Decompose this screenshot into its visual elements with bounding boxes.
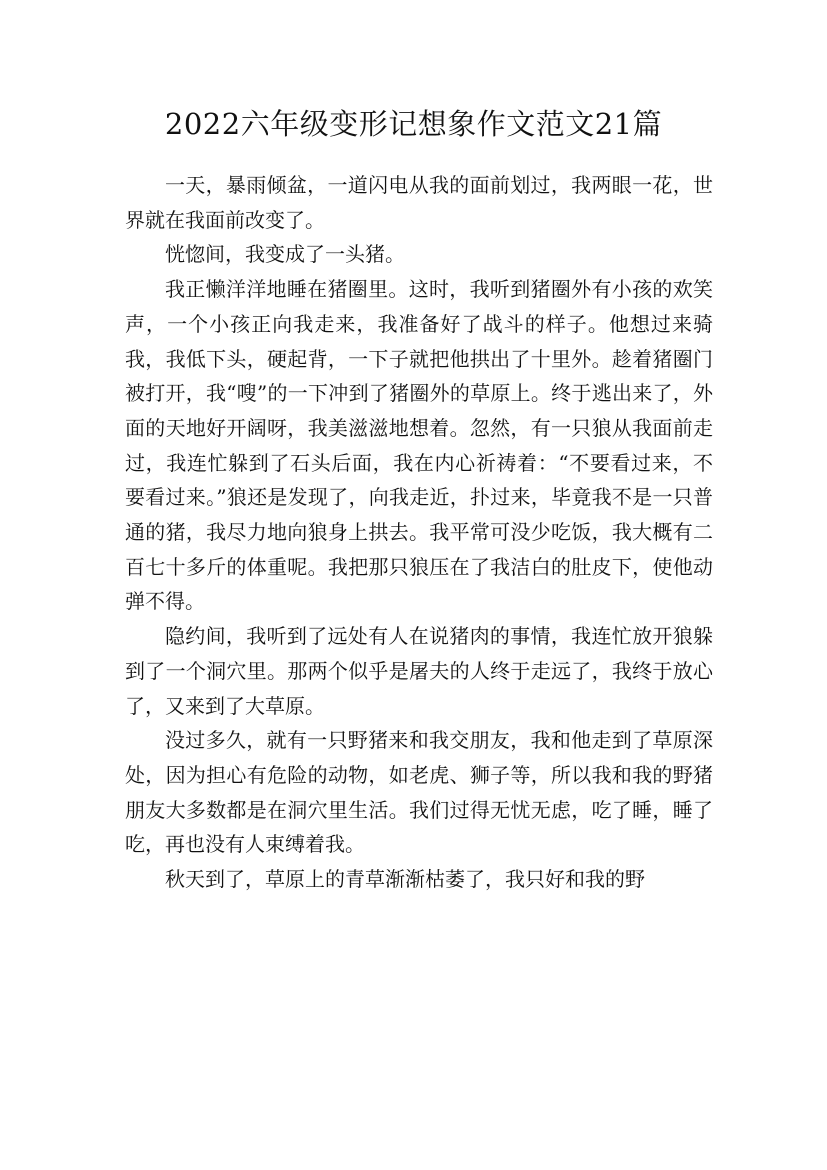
paragraph: 没过多久，就有一只野猪来和我交朋友，我和他走到了草原深处，因为担心有危险的动物，如老虎、狮子等，所以我和我的野猪朋友大多数都是在洞穴里生活。我们过得无忧无虑，吃了睡，睡了吃，再也没有人束缚着我。 [125,728,713,857]
paragraph: 恍惚间，我变成了一头猪。 [165,242,405,267]
document-body [125,168,713,897]
paragraph: 我正懒洋洋地睡在猪圈里。这时，我听到猪圈外有小孩的欢笑声，一个小孩正向我走来，我准备好了战斗的样子。他想过来骑我，我低下头，硬起背，一下子就把他拱出了十里外。趁着猪圈门被打开，我“嗖”的一下冲到了猪圈外的草原上。终于逃出来了，外面的天地好开阔呀，我美滋滋地想着。忽然，有一只狼从我面前走过，我连忙躲到了石头后面，我在内心祈祷着：“不要看过来，不要看过来。”狼还是发现了，向我走近，扑过来，毕竟我不是一只普通的猪，我尽力地向狼身上拱去。我平常可没少吃饭，我大概有二百七十多斤的体重呢。我把那只狼压在了我洁白的肚皮下，使他动弹不得。 [125,277,713,614]
document-title: 2022六年级变形记想象作文范文21篇 [164,107,663,141]
paragraph: 一天，暴雨倾盆，一道闪电从我的面前划过，我两眼一花，世界就在我面前改变了。 [125,173,713,232]
paragraph: 隐约间，我听到了远处有人在说猪肉的事情，我连忙放开狼躲到了一个洞穴里。那两个似乎是屠夫的人终于走远了，我终于放心了，又来到了大草原。 [125,624,713,718]
paragraph: 秋天到了，草原上的青草渐渐枯萎了，我只好和我的野 [165,867,645,892]
